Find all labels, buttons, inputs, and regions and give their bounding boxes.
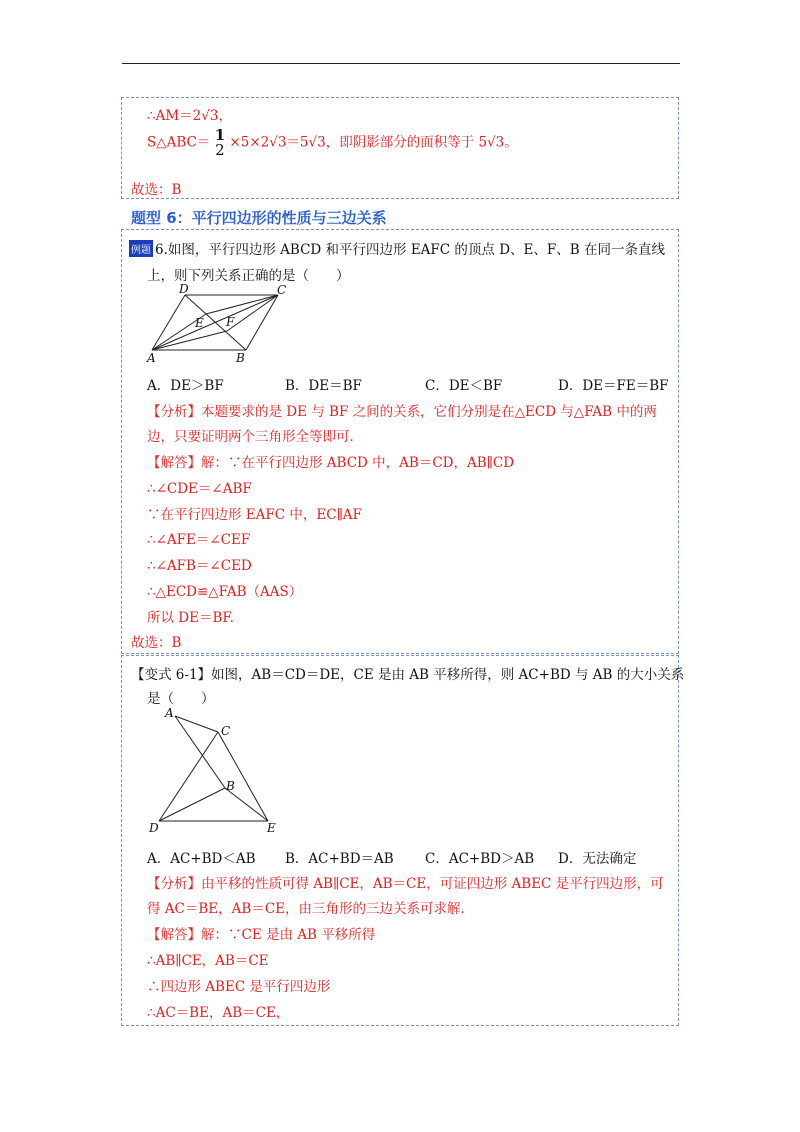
fraction <box>215 128 225 158</box>
variant-question: 是（ ） <box>147 691 215 707</box>
solution-line: ∴∠AFB＝∠CED <box>147 558 252 574</box>
point-label-a: A <box>147 351 156 364</box>
point-label-d: D <box>149 821 159 834</box>
point-label-b: B <box>226 779 235 793</box>
parallelogram-figure <box>140 282 300 364</box>
analysis-line: 【分析】由平移的性质可得 AB∥CE，AB＝CE，可证四边形 ABEC 是平行四边形，可 <box>147 876 664 892</box>
solution-line: ∴AC＝BE，AB＝CE， <box>147 1005 290 1021</box>
option-d: D．无法确定 <box>558 851 637 867</box>
point-label-c: C <box>277 283 287 297</box>
point-label-e: E <box>267 821 276 834</box>
header-rule <box>122 63 680 64</box>
option-a: A．DE＞BF <box>147 378 224 394</box>
analysis-line: 边，只要证明两个三角形全等即可． <box>147 429 363 445</box>
area-rest: ×5×2√3＝5√3，即阴影部分的面积等于 5√3。 <box>229 134 518 151</box>
solution-line: ∴△ECD≌△FAB（AAS） <box>147 584 303 600</box>
option-a: A．AC+BD＜AB <box>147 851 256 867</box>
option-b: B．DE＝BF <box>285 378 362 394</box>
example-question <box>129 238 665 258</box>
area-formula <box>147 128 518 158</box>
solution-line: ∴AM＝2√3， <box>147 108 232 124</box>
option-c: C．AC+BD＞AB <box>425 851 535 867</box>
fraction-denominator: 2 <box>215 141 225 159</box>
point-label-e: E <box>195 316 204 330</box>
solution-line: 【解答】解：∵在平行四边形 ABCD 中，AB＝CD，AB∥CD <box>147 455 515 471</box>
solution-line: ∴∠CDE＝∠ABF <box>147 481 252 497</box>
solution-line: ∴∠AFE＝∠CEF <box>147 532 251 548</box>
solution-line: ∴四边形 ABEC 是平行四边形 <box>147 979 331 995</box>
point-label-c: C <box>221 724 231 738</box>
solution-line: ∵在平行四边形 EAFC 中，EC∥AF <box>147 507 362 523</box>
question-line: 上，则下列关系正确的是（ ） <box>147 268 350 284</box>
analysis-line: 【分析】本题要求的是 DE 与 BF 之间的关系，它们分别是在△ECD 与△FAB 中的两 <box>147 404 657 420</box>
triangle-figure <box>145 702 285 834</box>
option-b: B．AC+BD＝AB <box>285 851 394 867</box>
point-label-f: F <box>226 315 235 329</box>
variant-question: 【变式 6-1】如图，AB＝CD＝DE，CE 是由 AB 平移所得，则 AC+BD 与 AB 的大小关系 <box>131 667 685 683</box>
point-label-d: D <box>179 282 189 296</box>
fraction-numerator: 1 <box>214 126 226 144</box>
solution-line: ∴AB∥CE，AB＝CE <box>147 953 269 969</box>
point-label-a: A <box>165 706 174 720</box>
analysis-line: 得 AC＝BE，AB＝CE，由三角形的三边关系可求解． <box>147 901 474 917</box>
option-c: C．DE＜BF <box>425 378 503 394</box>
answer-line: 故选：B <box>131 635 182 651</box>
question-line: 6.如图，平行四边形 ABCD 和平行四边形 EAFC 的顶点 D、E、F、B 在同一条直线 <box>155 242 665 258</box>
example-tag: 例题 <box>129 240 153 257</box>
answer-line: 故选：B <box>131 182 182 198</box>
section-title: 题型 6：平行四边形的性质与三边关系 <box>131 209 387 227</box>
point-label-b: B <box>236 351 245 364</box>
solution-line: 【解答】解：∵CE 是由 AB 平移所得 <box>147 927 376 943</box>
option-d: D．DE＝FE＝BF <box>558 378 669 394</box>
area-prefix: S△ABC＝ <box>147 134 211 151</box>
solution-line: 所以 DE＝BF. <box>147 610 234 626</box>
